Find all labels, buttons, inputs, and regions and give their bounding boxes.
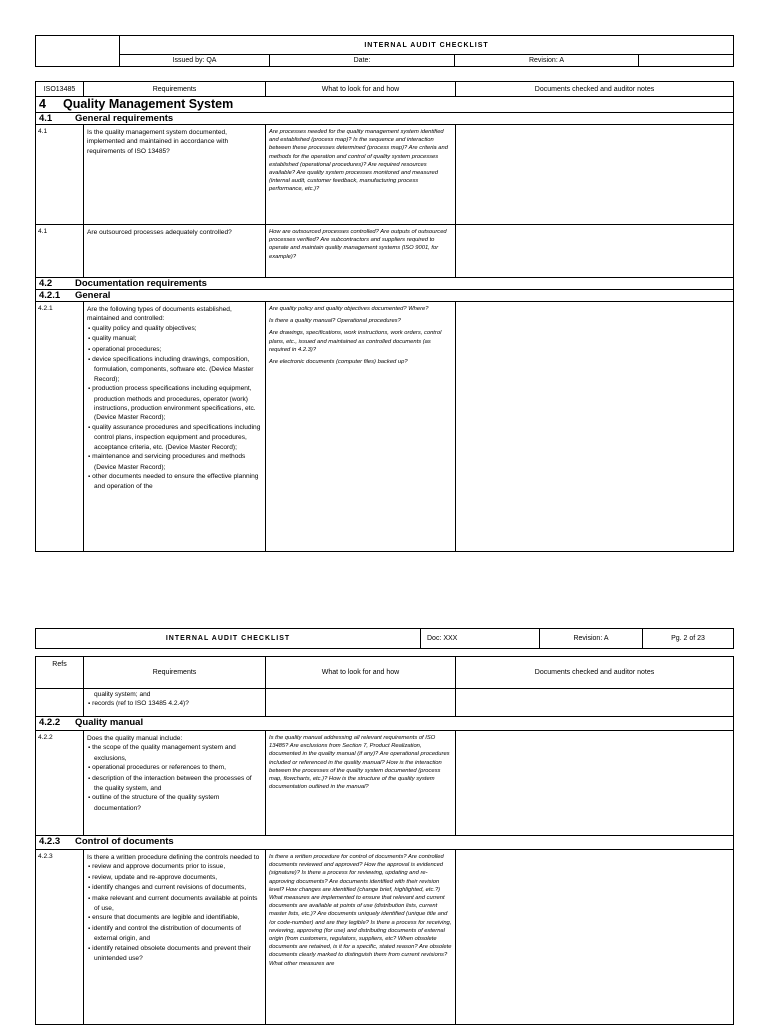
section-title: Control of documents (75, 836, 174, 847)
requirement-intro: Is there a written procedure defining the controls needed to (87, 854, 260, 861)
section-number: 4.2 (39, 278, 53, 289)
issued-by: Issued by: QA (120, 55, 270, 67)
look-for-text: Is there a written procedure for control of documents? Are controlled documents reviewed and approved? How the approval is evidenced (signature)? Is there a process for reviewing, updating and re-approving documents? Are documents identified with their revision level? How changes are identified (change brief, highlighted, etc.?) What measures are implemented to ensure that relevant and current documents are available at points of use (distribution lists, current master lists, etc.)? Are documents uniquely identified (unique title and /or code-number) and are they legible? Is there a process for receiving, reviewing, approving (for use) and distributing documents of external origin (from customers, regulators, suppliers, etc? When obsolete documents are retained, is it for a specific, stated reason? Are obsolete documents clearly marked to distinguish them from current revisions? What other measures are (269, 854, 452, 967)
ref-cell: 4.1 (36, 225, 84, 278)
look-for-cell: Is the quality manual addressing all relevant requirements of ISO 13485? Are exclusions from Section 7, Product Realization, documented in the quality manual (if any)? Are operational procedures included or referenced in the quality manual? How is the interaction between the processes of the quality system documented (process map, flowcharts, etc.)? How is the structure of the quality system documentation outlined in the manual? (266, 731, 456, 836)
list-item: ▪ outline of the structure of the quality system documentation? (87, 793, 262, 813)
look-for-paragraph: Are electronic documents (computer files) backed up? (269, 359, 408, 366)
look-for-cell: How are outsourced processes controlled? Are outputs of outsourced processes verified? Are subcontractors and suppliers required to operate and maintain quality management systems (ISO 9001, for example)? (266, 225, 456, 278)
section-heading-4-2-1 (36, 290, 734, 302)
list-item: ▪ operational procedures; (87, 345, 262, 355)
section-heading-4-2 (36, 278, 734, 290)
section-heading-4-2-3 (36, 836, 734, 850)
col-requirements: Requirements (84, 657, 266, 689)
list-item: ▪ quality policy and quality objectives; (87, 324, 262, 334)
requirement-list (87, 862, 262, 963)
date-field: Date: (270, 55, 455, 67)
doc-number: Doc: XXX (421, 629, 540, 649)
requirement-intro: Are the following types of documents established, maintained and controlled: (87, 306, 232, 323)
list-item: ▪ quality assurance procedures and specifications including control plans, inspection equipment and procedures, acceptance criteria, etc. (Device Master Record); (87, 423, 262, 452)
requirement-list (87, 324, 262, 492)
section-title: Documentation requirements (75, 278, 207, 289)
requirement-cell (84, 850, 266, 1025)
requirement-list (87, 743, 262, 813)
section-title: General (75, 290, 111, 301)
page-number: Pg. 2 of 23 (643, 629, 734, 649)
section-number: 4.2.1 (39, 290, 61, 301)
list-item: ▪ review, update and re-approve documents, (87, 873, 262, 883)
revision-field: Revision: A (540, 629, 643, 649)
table-row (36, 731, 734, 836)
list-item: ▪ review and approve documents prior to issue, (87, 862, 262, 872)
section-number: 4 (39, 97, 46, 111)
ref-cell: 4.2.2 (36, 731, 84, 836)
section-number: 4.2.3 (39, 836, 61, 847)
section-title: General requirements (75, 113, 174, 124)
look-for-cell (266, 302, 456, 552)
list-item: ▪ the scope of the quality management system and exclusions, (87, 743, 262, 763)
page1-logo-cell (36, 36, 120, 67)
col-auditor-notes: Documents checked and auditor notes (456, 82, 734, 97)
look-for-paragraph: Are quality policy and quality objectives documented? Where? (269, 306, 429, 312)
auditor-notes-cell[interactable] (456, 731, 734, 836)
page1-header (35, 35, 734, 67)
list-item: ▪ description of the interaction between the processes of the quality system, and (87, 774, 262, 794)
auditor-notes-cell[interactable] (456, 225, 734, 278)
section-number: 4.2.2 (39, 717, 61, 728)
col-look-for: What to look for and how (266, 657, 456, 689)
col-auditor-notes: Documents checked and auditor notes (456, 657, 734, 689)
table-row (36, 689, 734, 717)
list-item: ▪ maintenance and servicing procedures and methods (Device Master Record); (87, 452, 262, 472)
section-title: Quality manual (75, 717, 144, 728)
section-heading-4-1 (36, 113, 734, 125)
requirement-intro: Does the quality manual include: (87, 735, 183, 742)
list-item: ▪ identify changes and current revisions of documents, (87, 883, 262, 893)
section-heading-4 (36, 97, 734, 113)
header-blank (639, 55, 734, 67)
requirement-cell: Are outsourced processes adequately controlled? (84, 225, 266, 278)
col-refs: Refs (36, 657, 84, 689)
look-for-paragraph: Is there a quality manual? Operational procedures? (269, 318, 401, 325)
revision-field: Revision: A (455, 55, 639, 67)
list-item: ▪ records (ref to ISO 13485 4.2.4)? (87, 699, 262, 709)
look-for-cell: Are processes needed for the quality management system identified and established (process map)? Is the sequence and interaction between these processes determined (process map)? Are criteria and methods for the operation and control of quality system processes established (operational procedures)? Are required resources available? Are quality system processes monitored and measured (internal audit, customer feedback, manufacturing process performance, etc.)? (266, 125, 456, 225)
auditor-notes-cell[interactable] (456, 302, 734, 552)
list-item: ▪ quality manual; (87, 334, 262, 344)
ref-cell: 4.1 (36, 125, 84, 225)
col-look-for: What to look for and how (266, 82, 456, 97)
requirement-continuation: quality system; and (94, 691, 151, 698)
page2-checklist-table (35, 656, 734, 1025)
auditor-notes-cell[interactable] (456, 125, 734, 225)
page1-checklist-table (35, 81, 734, 552)
list-item: ▪ identify and control the distribution of documents of external origin, and (87, 924, 262, 944)
col-iso13485: ISO13485 (36, 82, 84, 97)
auditor-notes-cell[interactable] (456, 689, 734, 717)
look-for-paragraph: Are drawings, specifications, work instructions, work orders, control plans, etc., issued and maintained as controlled documents (as required in 4.2.3)? (269, 330, 442, 353)
list-item: ▪ device specifications including drawings, composition, formulation, components, software etc. (Device Master Record); (87, 355, 262, 384)
section-number: 4.1 (39, 113, 53, 124)
auditor-notes-cell[interactable] (456, 850, 734, 1025)
list-item: ▪ operational procedures or references to them, (87, 763, 262, 773)
list-item: ▪ other documents needed to ensure the effective planning and operation of the (87, 472, 262, 492)
ref-cell: 4.2.3 (36, 850, 84, 1025)
list-item: ▪ ensure that documents are legible and identifiable, (87, 913, 262, 923)
requirement-cell (84, 689, 266, 717)
table-row (36, 225, 734, 278)
list-item: ▪ identify retained obsolete documents and prevent their unintended use? (87, 944, 262, 964)
table-row (36, 850, 734, 1025)
col-requirements: Requirements (84, 82, 266, 97)
ref-cell (36, 689, 84, 717)
table-row (36, 302, 734, 552)
section-title: Quality Management System (63, 97, 234, 111)
list-item: ▪ make relevant and current documents available at points of use, (87, 894, 262, 914)
look-for-cell (266, 850, 456, 1025)
look-for-cell (266, 689, 456, 717)
page1-title: INTERNAL AUDIT CHECKLIST (120, 36, 734, 55)
page2-header (35, 628, 734, 649)
list-item: ▪ production process specifications including equipment, production methods and procedures, operator (work) instructions, production environment specifications, etc. (Device Master Record); (87, 384, 262, 423)
requirement-cell (84, 731, 266, 836)
section-heading-4-2-2 (36, 717, 734, 731)
table-row (36, 125, 734, 225)
requirement-cell (84, 302, 266, 552)
page2-title: INTERNAL AUDIT CHECKLIST (36, 629, 421, 649)
requirement-list (87, 699, 262, 709)
requirement-cell: Is the quality management system documented, implemented and maintained in accordance with requirements of ISO 13485? (84, 125, 266, 225)
ref-cell: 4.2.1 (36, 302, 84, 552)
